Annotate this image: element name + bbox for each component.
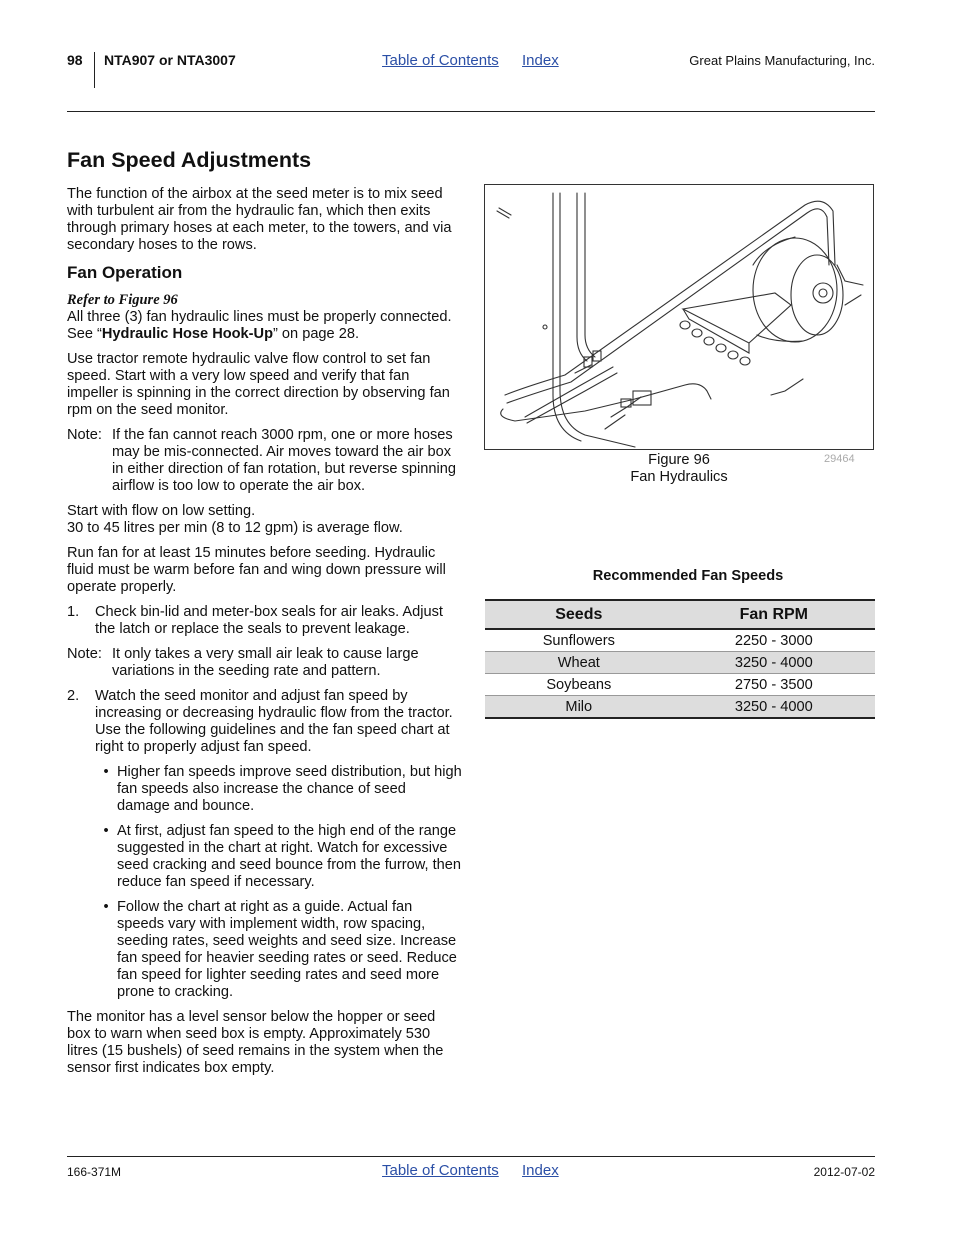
level-sensor-paragraph: The monitor has a level sensor below the hopper or seed box to warn when seed box is empty. Approximately 530 litres (15 bushels) of seed remains in the system when the sensor first indicates box empty. (67, 1009, 444, 1076)
step-number: 1. (67, 604, 80, 620)
footer-rule (67, 1156, 875, 1157)
table-row (485, 696, 875, 719)
table-row (485, 674, 875, 696)
p1-before: All three (3) fan hydraulic lines must be properly connected. See “ (67, 309, 452, 342)
bullet-text: Follow the chart at right as a guide. Actual fan speeds vary with implement width, row spacing, seeding rates, seed weights and seed size. Increase fan speed for heavier seeding rates or seed. Reduce fan speed for lighter seeding rates and seed more prone to cracking. (117, 899, 457, 1000)
rpm-cell: 3250 - 4000 (673, 652, 875, 674)
table-row (485, 629, 875, 652)
flow-control-paragraph: Use tractor remote hydraulic valve flow control to set fan speed. Start with a very low speed and verify that fan impeller is spinning in the correct direction by observing fan rpm on the seed monitor. (67, 351, 450, 418)
flow-line-1: Start with flow on low setting. (67, 503, 256, 519)
bullet-text: At first, adjust fan speed to the high end of the range suggested in the chart at right. Watch for excessive seed cracking and seed bounce from the furrow, then reduce fan speed if necessary. (117, 823, 461, 890)
bullet-text: Higher fan speeds improve seed distribution, but high fan speeds also increase the chance of seed damage and bounce. (117, 764, 462, 814)
figure-number: Figure 96 (648, 452, 710, 468)
step-2 (67, 688, 462, 756)
note-label: Note: (67, 427, 102, 443)
figure-caption (484, 452, 874, 486)
fan-rpm-column-header: Fan RPM (673, 600, 875, 629)
document-date: 2012-07-02 (813, 1165, 875, 1179)
footer-toc-link[interactable]: Table of Contents (382, 1162, 499, 1179)
section-title: Fan Speed Adjustments (67, 148, 312, 172)
warmup-paragraph: Run fan for at least 15 minutes before seeding. Hydraulic fluid must be warm before fan and wing down pressure will operate properly. (67, 545, 446, 595)
seed-cell: Milo (485, 696, 673, 719)
table-row (485, 652, 875, 674)
note-label: Note: (67, 646, 102, 662)
figure-reference: Refer to Figure 96 (67, 292, 178, 308)
step-text: Watch the seed monitor and adjust fan speed by increasing or decreasing hydraulic flow from the tractor. Use the following guidelines and the fan speed chart at right to properly adjust fan speed. (95, 688, 453, 755)
note-text: If the fan cannot reach 3000 rpm, one or more hoses may be mis-connected. Air moves toward the air box in either direction of fan rotation, but reverse spinning airflow is too low to operate the air box. (112, 427, 456, 494)
seeds-column-header: Seeds (485, 600, 673, 629)
bullet-item (67, 899, 462, 1001)
table-header-row (485, 600, 875, 629)
document-number: 166-371M (67, 1165, 122, 1179)
subsection-title: Fan Operation (67, 263, 183, 282)
seed-cell: Soybeans (485, 674, 673, 696)
fan-speed-table (485, 599, 875, 719)
step-1 (67, 604, 462, 638)
bullet-item (67, 764, 462, 815)
figure-title: Fan Hydraulics (630, 469, 728, 485)
note-air-leak (67, 646, 462, 680)
bullet-icon: • (103, 823, 109, 839)
rpm-cell: 2250 - 3000 (673, 629, 875, 652)
hydraulic-lines-paragraph (67, 309, 462, 343)
step-number: 2. (67, 688, 80, 704)
rpm-cell: 3250 - 4000 (673, 696, 875, 719)
header-divider (94, 52, 95, 88)
table-title: Recommended Fan Speeds (592, 568, 784, 584)
bullet-icon: • (103, 899, 109, 915)
bullet-icon: • (103, 764, 109, 780)
flow-line-2: 30 to 45 litres per min (8 to 12 gpm) is average flow. (67, 520, 403, 536)
p1-after: ” on page 28. (273, 326, 360, 342)
company-name: Great Plains Manufacturing, Inc. (689, 53, 875, 68)
page-number: 98 (67, 52, 83, 68)
seed-cell: Sunflowers (485, 629, 673, 652)
header-index-link[interactable]: Index (522, 52, 559, 69)
footer-index-link[interactable]: Index (522, 1162, 559, 1179)
model-title: NTA907 or NTA3007 (104, 52, 236, 68)
step-text: Check bin-lid and meter-box seals for air leaks. Adjust the latch or replace the seals to prevent leakage. (95, 604, 443, 637)
figure-id: 29464 (824, 453, 855, 465)
hose-hookup-reference: Hydraulic Hose Hook-Up (101, 326, 273, 342)
flow-setting-paragraph (67, 503, 462, 537)
note-text: It only takes a very small air leak to cause large variations in the seeding rate and pattern. (112, 646, 419, 679)
bullet-item (67, 823, 462, 891)
note-fan-rpm (67, 427, 462, 495)
rpm-cell: 2750 - 3500 (673, 674, 875, 696)
figure-frame (484, 184, 874, 450)
header-rule (67, 111, 875, 112)
intro-paragraph: The function of the airbox at the seed meter is to mix seed with turbulent air from the hydraulic fan, which then exits through primary hoses at each meter, to the towers, and via secondary hoses to the rows. (67, 186, 452, 253)
seed-cell: Wheat (485, 652, 673, 674)
main-text-column (67, 146, 462, 1085)
fan-hydraulics-drawing (485, 185, 873, 449)
header-toc-link[interactable]: Table of Contents (382, 52, 499, 69)
